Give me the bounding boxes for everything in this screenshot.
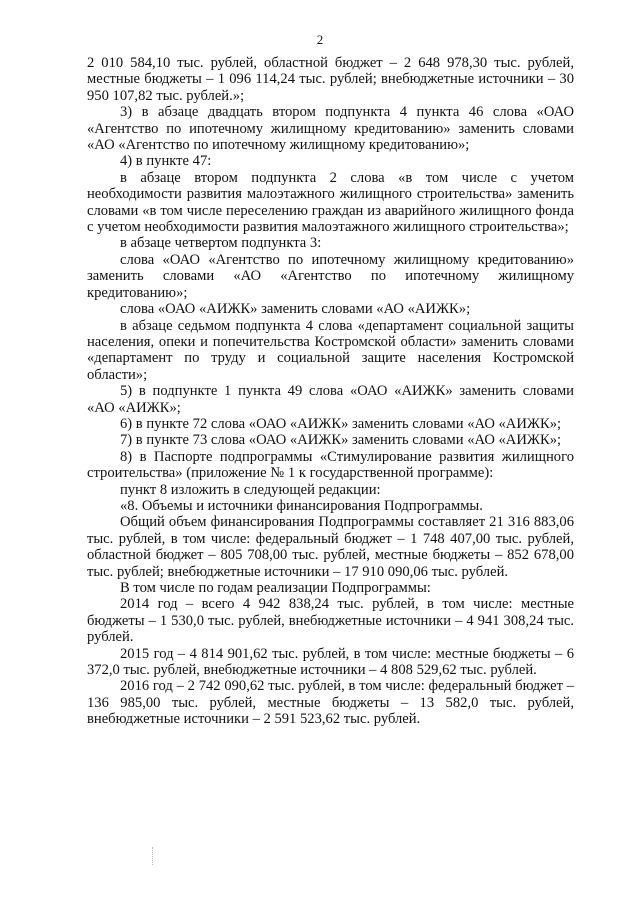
paragraph-item-3: 3) в абзаце двадцать втором подпункта 4 пункта 46 слова «ОАО «Агентство по ипотечному жилищному кредитованию» заменить словами «АО «Агентство по ипотечному жилищному кредитованию»; [87, 104, 574, 154]
paragraph-item-4-sub-2: в абзаце втором подпункта 2 слова «в том числе с учетом необходимости развития малоэтажного жилищного строительства» заменить словами «в том числе переселению граждан из аварийного жилищного фонда с учетом необходимости развития малоэтажного жилищного строительства»; [87, 169, 574, 236]
paragraph-item-4-sub-3-words-1: слова «ОАО «Агентство по ипотечному жилищному кредитованию» заменить словами «АО «Агентство по ипотечному жилищному кредитованию»; [87, 251, 574, 301]
paragraph-item-4-sub-3: в абзаце четвертом подпункта 3: [120, 235, 322, 252]
paragraph-item-8: 8) в Паспорте подпрограммы «Стимулирование развития жилищного строительства» (приложение № 1 к государственной программе): [87, 448, 574, 482]
paragraph-item-5: 5) в подпункте 1 пункта 49 слова «ОАО «АИЖК» заменить словами «АО «АИЖК»; [87, 383, 574, 416]
paragraph-financing-total: Общий объем финансирования Подпрограммы составляет 21 316 883,06 тыс. рублей, в том числе: федеральный бюджет – 1 748 407,00 тыс. рублей, областной бюджет – 805 708,00 тыс. рублей, местные бюджеты – 852 678,00 тыс. рублей; внебюджетные источники – 17 910 090,06 тыс. рублей. [87, 514, 574, 580]
document-body [87, 55, 574, 728]
paragraph-item-4-sub-4: в абзаце седьмом подпункта 4 слова «департамент социальной защиты населения, опеки и попечительства Костромской области» заменить словами «департамент по труду и социальной защите населения Костромской области»; [87, 317, 574, 383]
paragraph-item-4: 4) в пункте 47: [120, 153, 212, 170]
paragraph-financing-heading: «8. Объемы и источники финансирования Подпрограммы. [120, 497, 483, 514]
paragraph-budget-continuation: 2 010 584,10 тыс. рублей, областной бюджет – 2 648 978,30 тыс. рублей, местные бюджеты – 1 096 114,24 тыс. рублей; внебюджетные источники – 30 950 107,82 тыс. рублей.»; [87, 55, 574, 104]
paragraph-year-2014: 2014 год – всего 4 942 838,24 тыс. рублей, в том числе: местные бюджеты – 1 530,0 тыс. рублей, внебюджетные источники – 4 941 308,24 тыс. рублей. [87, 596, 574, 646]
paragraph-item-8-point: пункт 8 изложить в следующей редакции: [120, 481, 381, 498]
paragraph-item-7: 7) в пункте 73 слова «ОАО «АИЖК» заменить словами «АО «АИЖК»; [120, 432, 562, 449]
paragraph-year-2015: 2015 год – 4 814 901,62 тыс. рублей, в том числе: местные бюджеты – 6 372,0 тыс. рублей, внебюджетные источники – 4 808 529,62 тыс. рублей. [87, 645, 574, 679]
page-number: 2 [316, 32, 324, 47]
scan-artifact [152, 847, 155, 865]
paragraph-item-4-sub-3-words-2: слова «ОАО «АИЖК» заменить словами «АО «АИЖК»; [120, 301, 471, 318]
paragraph-financing-by-year: В том числе по годам реализации Подпрограммы: [120, 580, 431, 596]
paragraph-year-2016: 2016 год – 2 742 090,62 тыс. рублей, в том числе: федеральный бюджет – 136 985,00 тыс. рублей, местные бюджеты – 13 582,0 тыс. рублей, внебюджетные источники – 2 591 523,62 тыс. рублей. [87, 678, 574, 728]
paragraph-item-6: 6) в пункте 72 слова «ОАО «АИЖК» заменить словами «АО «АИЖК»; [120, 415, 562, 432]
